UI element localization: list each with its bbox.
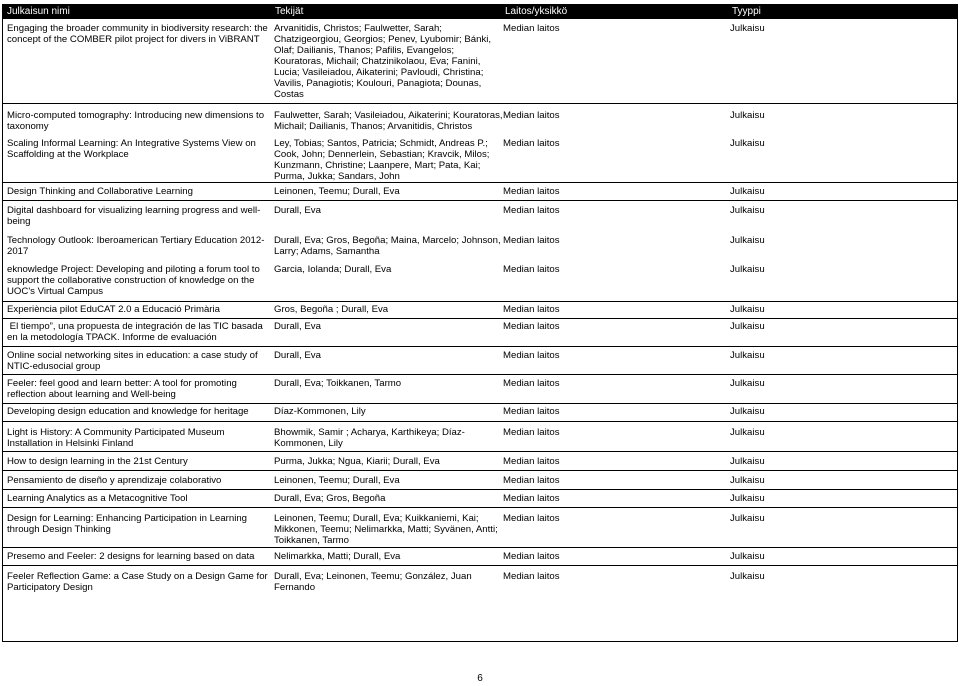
- row-dept: Median laitos: [503, 110, 560, 121]
- row-dept: Median laitos: [503, 138, 560, 149]
- row-title: Learning Analytics as a Metacognitive Tool: [7, 493, 188, 504]
- table-row: [3, 235, 957, 259]
- table-row: [3, 493, 957, 508]
- row-title: Technology Outlook: Iberoamerican Tertiary Education 2012-2017: [7, 235, 265, 257]
- table-row: [3, 110, 957, 134]
- row-dept: Median laitos: [503, 264, 560, 275]
- table-row: [3, 406, 957, 422]
- row-type: Julkaisu: [730, 186, 765, 197]
- row-authors: Arvanitidis, Christos; Faulwetter, Sarah; Chatzigeorgiou, Georgios; Penev, Lyubomir; Bánki, Olaf; Dailianis, Thanos; Pafilis, Evangelos; Kouratoras, Michail; Chatzinikolaou, Eva; Fanini, Lucia; Vasileiadou, Aikaterini; Pavloudi, Christina; Vavilis, Panagiotis; Koulouri, Panagiota; Dounas, Costas: [274, 23, 492, 100]
- header-type: Tyyppi: [732, 6, 761, 17]
- row-type: Julkaisu: [730, 304, 765, 315]
- table-row: [3, 378, 957, 404]
- row-dept: Median laitos: [503, 321, 560, 332]
- row-type: Julkaisu: [730, 235, 765, 246]
- row-title: Scaling Informal Learning: An Integrative Systems View on Scaffolding at the Workplace: [7, 138, 256, 160]
- header-title: Julkaisun nimi: [7, 6, 70, 17]
- row-dept: Median laitos: [503, 350, 560, 361]
- row-title: Developing design education and knowledge for heritage: [7, 406, 249, 417]
- row-type: Julkaisu: [730, 205, 765, 216]
- row-authors: Garcia, Iolanda; Durall, Eva: [274, 264, 392, 275]
- row-title: Digital dashboard for visualizing learning progress and well-being: [7, 205, 261, 227]
- row-title: Pensamiento de diseño y aprendizaje colaborativo: [7, 475, 222, 486]
- table-row: [3, 551, 957, 566]
- row-authors: Faulwetter, Sarah; Vasileiadou, Aikaterini; Kouratoras, Michail; Dailianis, Thanos; Arvanitidis, Christos: [274, 110, 503, 132]
- row-authors: Nelimarkka, Matti; Durall, Eva: [274, 551, 401, 562]
- row-authors: Durall, Eva: [274, 205, 321, 216]
- row-title: Presemo and Feeler: 2 designs for learning based on data: [7, 551, 255, 562]
- row-type: Julkaisu: [730, 475, 765, 486]
- row-dept: Median laitos: [503, 475, 560, 486]
- row-type: Julkaisu: [730, 493, 765, 504]
- table-header: [2, 4, 958, 19]
- row-authors: Díaz-Kommonen, Lily: [274, 406, 366, 417]
- table-row: [3, 350, 957, 375]
- header-authors: Tekijät: [275, 6, 304, 17]
- row-title: Design for Learning: Enhancing Participation in Learning through Design Thinking: [7, 513, 247, 535]
- table-row: [3, 456, 957, 471]
- page-number: 6: [477, 673, 483, 684]
- row-authors: Gros, Begoña ; Durall, Eva: [274, 304, 389, 315]
- row-title: Feeler Reflection Game: a Case Study on a Design Game for Participatory Design: [7, 571, 268, 593]
- row-type: Julkaisu: [730, 571, 765, 582]
- row-title: Online social networking sites in education: a case study of NTIC-edusocial group: [7, 350, 258, 372]
- table-row: [3, 571, 957, 595]
- table-row: [3, 138, 957, 183]
- row-dept: Median laitos: [503, 493, 560, 504]
- row-type: Julkaisu: [730, 551, 765, 562]
- row-type: Julkaisu: [730, 110, 765, 121]
- row-dept: Median laitos: [503, 427, 560, 438]
- row-type: Julkaisu: [730, 427, 765, 438]
- row-authors: Durall, Eva; Leinonen, Teemu; González, Juan Fernando: [274, 571, 472, 593]
- row-type: Julkaisu: [730, 321, 765, 332]
- row-dept: Median laitos: [503, 205, 560, 216]
- row-dept: Median laitos: [503, 304, 560, 315]
- table-row: [3, 23, 957, 104]
- row-authors: Purma, Jukka; Ngua, Kiarii; Durall, Eva: [274, 456, 440, 467]
- row-type: Julkaisu: [730, 264, 765, 275]
- row-dept: Median laitos: [503, 406, 560, 417]
- row-authors: Durall, Eva; Gros, Begoña; Maina, Marcelo; Johnson, Larry; Adams, Samantha: [274, 235, 501, 257]
- row-authors: Durall, Eva: [274, 321, 321, 332]
- row-authors: Leinonen, Teemu; Durall, Eva: [274, 475, 400, 486]
- row-dept: Median laitos: [503, 571, 560, 582]
- row-type: Julkaisu: [730, 406, 765, 417]
- row-authors: Durall, Eva: [274, 350, 321, 361]
- table-row: [3, 321, 957, 347]
- table-row: [3, 427, 957, 452]
- row-title: El tiempo”, una propuesta de integración de las TIC basada en la metodología TPACK. Informe de evaluación: [7, 321, 263, 343]
- row-dept: Median laitos: [503, 235, 560, 246]
- row-authors: Durall, Eva; Gros, Begoña: [274, 493, 386, 504]
- table-row: [3, 264, 957, 302]
- row-title: Micro-computed tomography: Introducing new dimensions to taxonomy: [7, 110, 265, 132]
- row-dept: Median laitos: [503, 513, 560, 524]
- row-dept: Median laitos: [503, 186, 560, 197]
- row-type: Julkaisu: [730, 23, 765, 34]
- row-title: eknowledge Project: Developing and piloting a forum tool to support the collaborative construction of knowledge on the UOC's Virtual Campus: [7, 264, 260, 297]
- row-title: Design Thinking and Collaborative Learning: [7, 186, 193, 197]
- row-title: Experiència pilot EduCAT 2.0 a Educació Primària: [7, 304, 220, 315]
- row-authors: Ley, Tobias; Santos, Patricia; Schmidt, Andreas P.; Cook, John; Dennerlein, Sebastian; Kravcik, Milos; Kunzmann, Christine; Laanpere, Mart; Pata, Kai; Purma, Jukka; Sandars, John: [274, 138, 490, 182]
- row-dept: Median laitos: [503, 456, 560, 467]
- row-title: Feeler: feel good and learn better: A tool for promoting reflection about learning and Well-being: [7, 378, 237, 400]
- table-row: [3, 186, 957, 201]
- row-title: How to design learning in the 21st Century: [7, 456, 188, 467]
- table-row: [3, 513, 957, 548]
- row-authors: Leinonen, Teemu; Durall, Eva; Kuikkaniemi, Kai; Mikkonen, Teemu; Nelimarkka, Matti; Syvänen, Antti; Toikkanen, Tarmo: [274, 513, 498, 546]
- table-row: [3, 304, 957, 319]
- row-type: Julkaisu: [730, 378, 765, 389]
- row-title: Light is History: A Community Participated Museum Installation in Helsinki Finland: [7, 427, 225, 449]
- row-type: Julkaisu: [730, 350, 765, 361]
- row-dept: Median laitos: [503, 551, 560, 562]
- table-row: [3, 205, 957, 229]
- row-type: Julkaisu: [730, 456, 765, 467]
- row-type: Julkaisu: [730, 513, 765, 524]
- row-authors: Durall, Eva; Toikkanen, Tarmo: [274, 378, 402, 389]
- row-type: Julkaisu: [730, 138, 765, 149]
- row-title: Engaging the broader community in biodiversity research: the concept of the COMBER pilot project for divers in ViBRANT: [7, 23, 268, 45]
- header-dept: Laitos/yksikkö: [505, 6, 568, 17]
- table-row: [3, 475, 957, 490]
- row-dept: Median laitos: [503, 23, 560, 34]
- row-dept: Median laitos: [503, 378, 560, 389]
- row-authors: Bhowmik, Samir ; Acharya, Karthikeya; Díaz-Kommonen, Lily: [274, 427, 465, 449]
- row-authors: Leinonen, Teemu; Durall, Eva: [274, 186, 400, 197]
